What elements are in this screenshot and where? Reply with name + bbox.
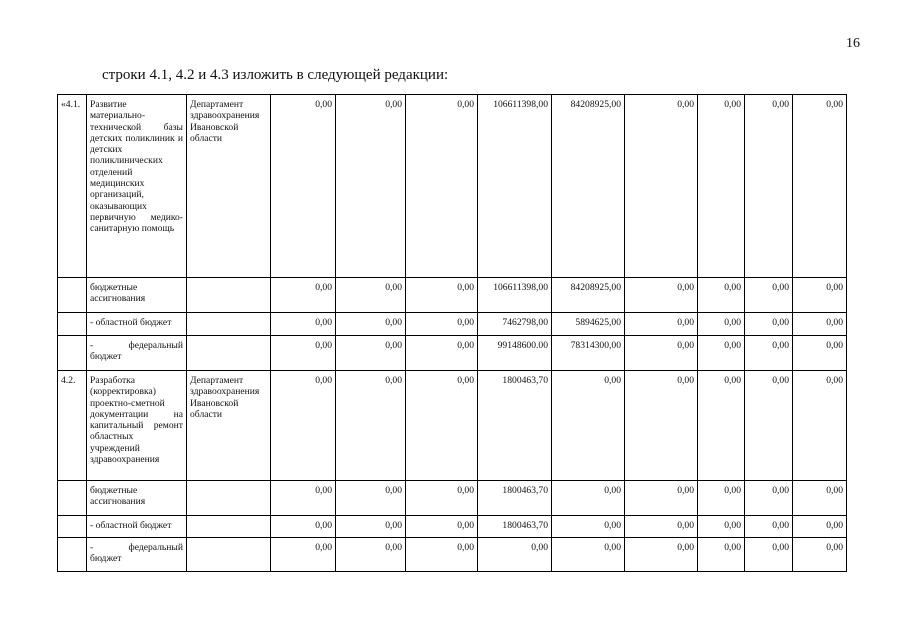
value-cell: 0,00 (406, 371, 478, 481)
value-cell: 0,00 (271, 95, 336, 278)
value-cell: 0,00 (625, 516, 698, 538)
intro-text: строки 4.1, 4.2 и 4.3 изложить в следующей редакции: (102, 67, 449, 83)
value-cell: 0,00 (745, 481, 793, 516)
value-cell: 106611398,00 (478, 278, 552, 313)
value-cell: 0,00 (552, 371, 625, 481)
row-number-cell: 4.2. (58, 371, 87, 481)
value-cell: 5894625,00 (552, 313, 625, 336)
row-number-cell (58, 313, 87, 336)
value-cell: 0,00 (271, 336, 336, 371)
value-cell: 0,00 (336, 278, 406, 313)
value-cell: 0,00 (552, 481, 625, 516)
value-cell: 0,00 (336, 516, 406, 538)
value-cell: 0,00 (625, 371, 698, 481)
value-cell: 106611398,00 (478, 95, 552, 278)
row-number-cell (58, 278, 87, 313)
budget-table (57, 94, 847, 572)
value-cell: 0,00 (406, 336, 478, 371)
value-cell: 0,00 (625, 278, 698, 313)
value-cell: 0,00 (271, 481, 336, 516)
value-cell: 0,00 (793, 278, 847, 313)
row-department-cell (187, 336, 271, 371)
value-cell: 84208925,00 (552, 278, 625, 313)
table-body (58, 95, 847, 572)
table-row-main (58, 95, 847, 278)
value-cell: 0,00 (271, 278, 336, 313)
value-cell: 0,00 (793, 371, 847, 481)
row-name-cell: - федеральный бюджет (87, 336, 187, 371)
row-number-cell (58, 516, 87, 538)
value-cell: 84208925,00 (552, 95, 625, 278)
value-cell: 0,00 (336, 371, 406, 481)
value-cell: 0,00 (745, 336, 793, 371)
value-cell: 0,00 (793, 336, 847, 371)
value-cell: 0,00 (745, 371, 793, 481)
value-cell: 0,00 (698, 313, 745, 336)
value-cell: 0,00 (793, 481, 847, 516)
row-department-cell: Департамент здравоохранения Ивановской области (187, 95, 271, 278)
value-cell: 0,00 (406, 516, 478, 538)
value-cell: 0,00 (745, 313, 793, 336)
value-cell: 0,00 (625, 95, 698, 278)
value-cell: 0,00 (552, 538, 625, 572)
table-row-main (58, 371, 847, 481)
table-row-sub (58, 313, 847, 336)
value-cell: 1800463,70 (478, 516, 552, 538)
value-cell: 0,00 (336, 313, 406, 336)
value-cell: 0,00 (698, 481, 745, 516)
row-department-cell (187, 538, 271, 572)
row-number-cell (58, 538, 87, 572)
value-cell: 78314300,00 (552, 336, 625, 371)
row-name-cell: - федеральный бюджет (87, 538, 187, 572)
value-cell: 0,00 (271, 538, 336, 572)
row-department-cell (187, 313, 271, 336)
row-name-cell: Развитие материально-технической базы детских поликлиник и детских поликлинических отделений медицинских организаций, оказывающих первичную медико-санитарную помощь (87, 95, 187, 278)
value-cell: 0,00 (625, 481, 698, 516)
row-name-cell: бюджетные ассигнования (87, 278, 187, 313)
value-cell: 0,00 (552, 516, 625, 538)
value-cell: 1800463,70 (478, 371, 552, 481)
value-cell: 0,00 (271, 371, 336, 481)
table-row-sub (58, 278, 847, 313)
table-row-sub (58, 481, 847, 516)
row-department-cell (187, 278, 271, 313)
row-number-cell: «4.1. (58, 95, 87, 278)
value-cell: 0,00 (478, 538, 552, 572)
value-cell: 0,00 (745, 538, 793, 572)
table-row-sub (58, 538, 847, 572)
value-cell: 0,00 (625, 336, 698, 371)
row-number-cell (58, 481, 87, 516)
value-cell: 0,00 (745, 278, 793, 313)
row-number-cell (58, 336, 87, 371)
page-number: 16 (846, 36, 860, 51)
value-cell: 0,00 (745, 516, 793, 538)
value-cell: 0,00 (406, 481, 478, 516)
row-department-cell (187, 516, 271, 538)
value-cell: 99148600.00 (478, 336, 552, 371)
row-name-cell: - областной бюджет (87, 516, 187, 538)
value-cell: 0,00 (698, 538, 745, 572)
value-cell: 0,00 (698, 516, 745, 538)
value-cell: 0,00 (698, 371, 745, 481)
row-name-cell: Разработка (корректировка) проектно-сметной документации на капитальный ремонт областных учреждений здравоохранения (87, 371, 187, 481)
value-cell: 0,00 (406, 538, 478, 572)
value-cell: 0,00 (793, 313, 847, 336)
value-cell: 0,00 (406, 95, 478, 278)
value-cell: 0,00 (406, 278, 478, 313)
value-cell: 0,00 (625, 313, 698, 336)
value-cell: 0,00 (336, 481, 406, 516)
value-cell: 0,00 (793, 95, 847, 278)
value-cell: 0,00 (793, 538, 847, 572)
value-cell: 0,00 (698, 278, 745, 313)
table-row-sub (58, 336, 847, 371)
value-cell: 0,00 (793, 516, 847, 538)
value-cell: 0,00 (625, 538, 698, 572)
row-department-cell (187, 481, 271, 516)
value-cell: 0,00 (336, 336, 406, 371)
value-cell: 0,00 (745, 95, 793, 278)
value-cell: 7462798,00 (478, 313, 552, 336)
value-cell: 0,00 (336, 538, 406, 572)
table-row-sub (58, 516, 847, 538)
row-name-cell: - областной бюджет (87, 313, 187, 336)
value-cell: 0,00 (406, 313, 478, 336)
value-cell: 0,00 (271, 313, 336, 336)
value-cell: 0,00 (336, 95, 406, 278)
value-cell: 0,00 (271, 516, 336, 538)
row-name-cell: бюджетные ассигнования (87, 481, 187, 516)
row-department-cell: Департамент здравоохранения Ивановской области (187, 371, 271, 481)
value-cell: 0,00 (698, 336, 745, 371)
value-cell: 1800463,70 (478, 481, 552, 516)
value-cell: 0,00 (698, 95, 745, 278)
